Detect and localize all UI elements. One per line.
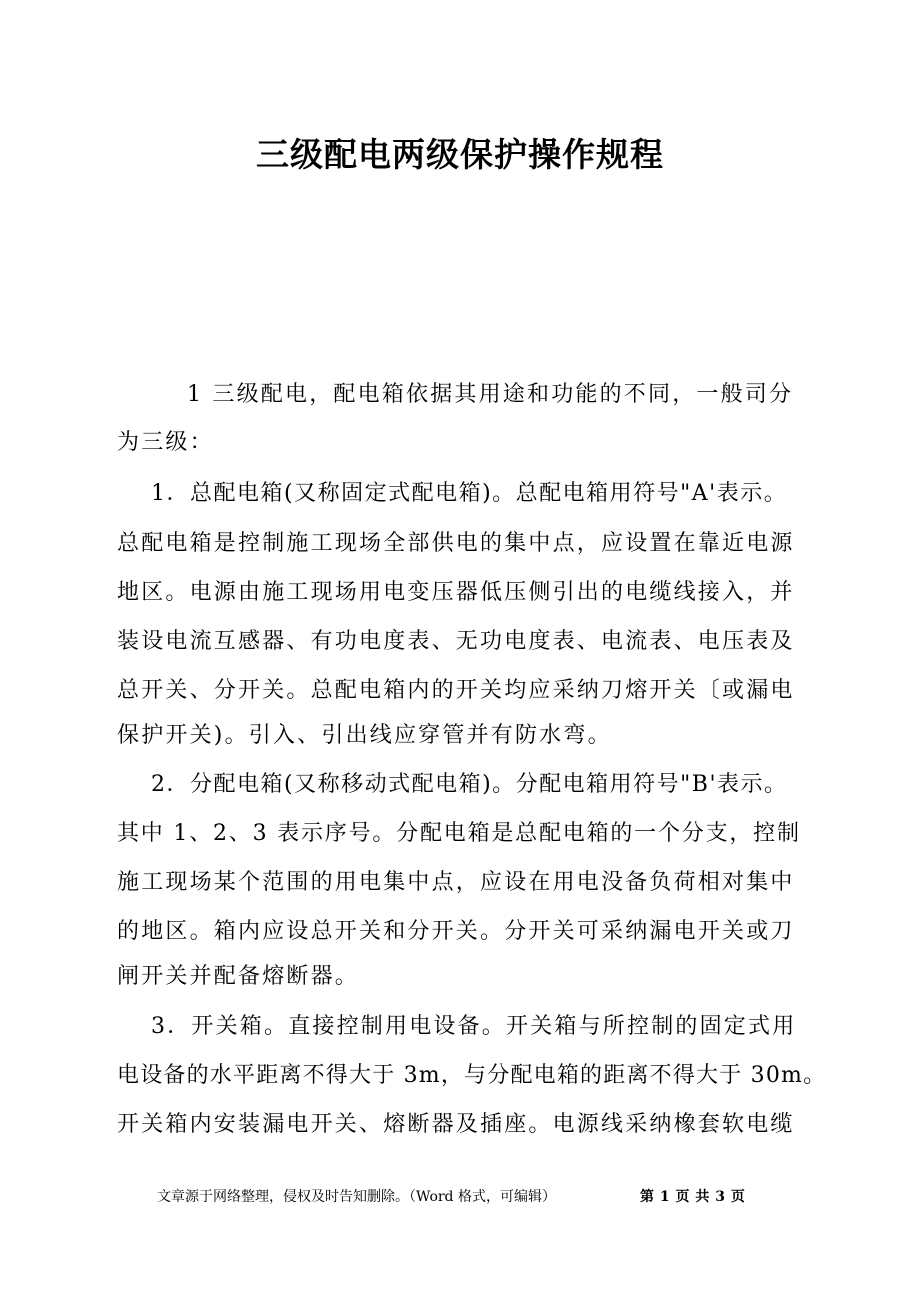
document-title: 三级配电两级保护操作规程 bbox=[256, 135, 664, 174]
text-line: 总开关、分开关。总配电箱内的开关均应采纳刀熔开关〔或漏电 bbox=[117, 678, 795, 703]
text-line: 施工现场某个范围的用电集中点，应设在用电没备负荷相对集中 bbox=[117, 870, 795, 895]
text-line: 电设备的水平距离不得大于 3m，与分配电箱的距离不得大于 30m。 bbox=[117, 1063, 827, 1088]
text-line: 其中 1、2、3 表示序号。分配电箱是总配电箱的一个分支，控制 bbox=[117, 821, 801, 846]
text-line: 装设电流互感器、有功电度表、无功电度表、电流表、电压表及 bbox=[117, 629, 795, 654]
text-line: 闸开关并配备熔断器。 bbox=[117, 964, 360, 989]
text-line: 地区。电源由施工现场用电变压器低压侧引出的电缆线接入，并 bbox=[117, 580, 795, 605]
text-line: 1 三级配电，配电箱依据其用途和功能的不同，一般司分 bbox=[187, 382, 794, 407]
text-line: 的地区。箱内应设总开关和分开关。分开关可采纳漏电开关或刀 bbox=[117, 919, 795, 944]
text-line: 1．总配电箱(又称固定式配电箱)。总配电箱用符号"A'表示。 bbox=[151, 481, 788, 506]
text-line: 开关箱内安装漏电开关、熔断器及插座。电源线采纳橡套软电缆 bbox=[117, 1112, 795, 1137]
text-line: 2．分配电箱(又称移动式配电箱)。分配电箱用符号"B'表示。 bbox=[151, 772, 788, 797]
text-line: 为三级： bbox=[117, 430, 214, 455]
text-line: 3．开关箱。直接控制用电设备。开关箱与所控制的固定式用 bbox=[151, 1014, 797, 1039]
page-number: 第 1 页 共 3 页 bbox=[640, 1189, 746, 1205]
text-line: 保护开关)。引入、引出线应穿管并有防水弯。 bbox=[117, 723, 612, 748]
footer-note: 文章源于网络整理，侵权及时告知删除。（Word 格式，可编辑） bbox=[157, 1189, 556, 1205]
text-line: 总配电箱是控制施工现场全部供电的集中点，应设置在靠近电源 bbox=[117, 531, 795, 556]
